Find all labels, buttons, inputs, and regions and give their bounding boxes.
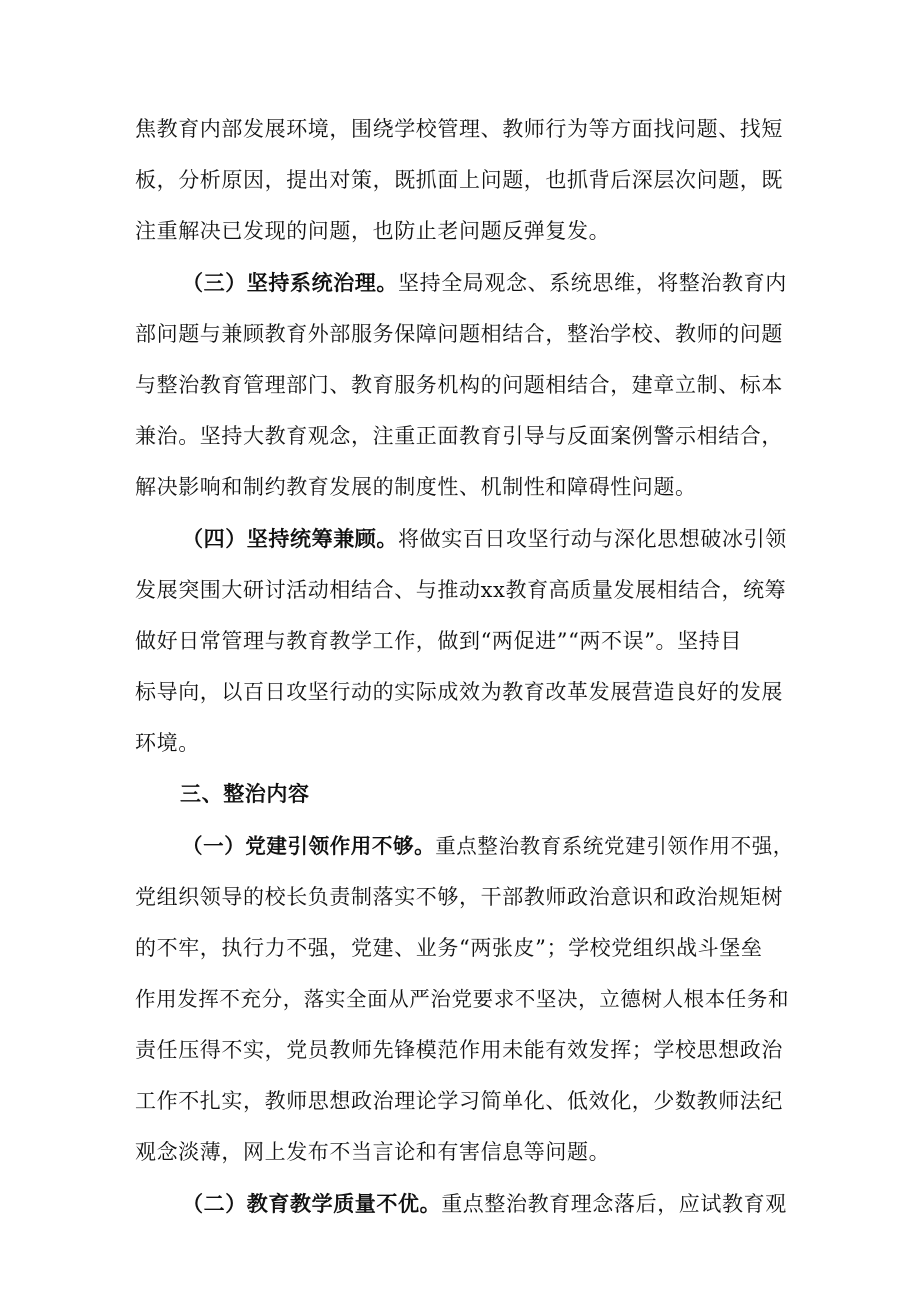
paragraph-line: 责任压得不实，党员教师先锋模范作用未能有效发挥；学校思想政治 bbox=[135, 1038, 783, 1062]
paragraph-text: 重点整治教育理念落后，应试教育观 bbox=[441, 1192, 787, 1216]
paragraph-line: 发展突围大研讨活动相结合、与推动xx教育高质量发展相结合，统筹 bbox=[135, 578, 787, 602]
paragraph-line: 的不牢，执行力不强，党建、业务“两张皮”；学校党组织战斗堡垒 bbox=[135, 936, 763, 960]
paragraph-text: 坚持全局观念、系统思维，将整治教育内 bbox=[398, 271, 787, 295]
paragraph-line: 解决影响和制约教育发展的制度性、机制性和障碍性问题。 bbox=[135, 475, 697, 499]
paragraph-line: 党组织领导的校长负责制落实不够，干部教师政治意识和政治规矩树 bbox=[135, 885, 783, 909]
paragraph-heading: （四）坚持统筹兼顾。 bbox=[182, 526, 398, 551]
paragraph-line: 环境。 bbox=[135, 731, 200, 755]
paragraph-line: 与整治教育管理部门、教育服务机构的问题相结合，建章立制、标本 bbox=[135, 373, 783, 397]
paragraph-first-line bbox=[182, 831, 794, 861]
paragraph-text: 重点整治教育系统党建引领作用不强， bbox=[435, 834, 794, 858]
paragraph-line: 观念淡薄，网上发布不当言论和有害信息等问题。 bbox=[135, 1140, 611, 1164]
paragraph-line: 做好日常管理与教育教学工作，做到“两促进”“两不误”。坚持目 bbox=[135, 629, 742, 653]
paragraph-line: 板，分析原因，提出对策，既抓面上问题，也抓背后深层次问题，既 bbox=[135, 168, 783, 192]
paragraph-line: 部问题与兼顾教育外部服务保障问题相结合，整治学校、教师的问题 bbox=[135, 322, 783, 346]
section-heading: 三、整治内容 bbox=[180, 781, 310, 806]
paragraph-line: 注重解决已发现的问题，也防止老问题反弹复发。 bbox=[135, 219, 611, 243]
paragraph-line: 作用发挥不充分，落实全面从严治党要求不坚决，立德树人根本任务和 bbox=[135, 987, 790, 1011]
paragraph-line: 工作不扎实，教师思想政治理论学习简单化、低效化，少数教师法纪 bbox=[135, 1089, 783, 1113]
paragraph-line: 标导向，以百日攻坚行动的实际成效为教育改革发展营造良好的发展 bbox=[135, 680, 783, 704]
paragraph-heading: （二）教育教学质量不优。 bbox=[182, 1191, 442, 1216]
paragraph-line: 兼治。坚持大教育观念，注重正面教育引导与反面案例警示相结合， bbox=[135, 424, 783, 448]
paragraph-first-line bbox=[182, 268, 787, 298]
paragraph-text: 将做实百日攻坚行动与深化思想破冰引领 bbox=[398, 527, 787, 551]
paragraph-first-line bbox=[182, 524, 787, 554]
paragraph-line: 焦教育内部发展环境，围绕学校管理、教师行为等方面找问题、找短 bbox=[135, 117, 783, 141]
paragraph-first-line bbox=[182, 1189, 787, 1219]
paragraph-heading: （一）党建引领作用不够。 bbox=[182, 834, 436, 858]
paragraph-heading: （三）坚持系统治理。 bbox=[182, 270, 398, 295]
